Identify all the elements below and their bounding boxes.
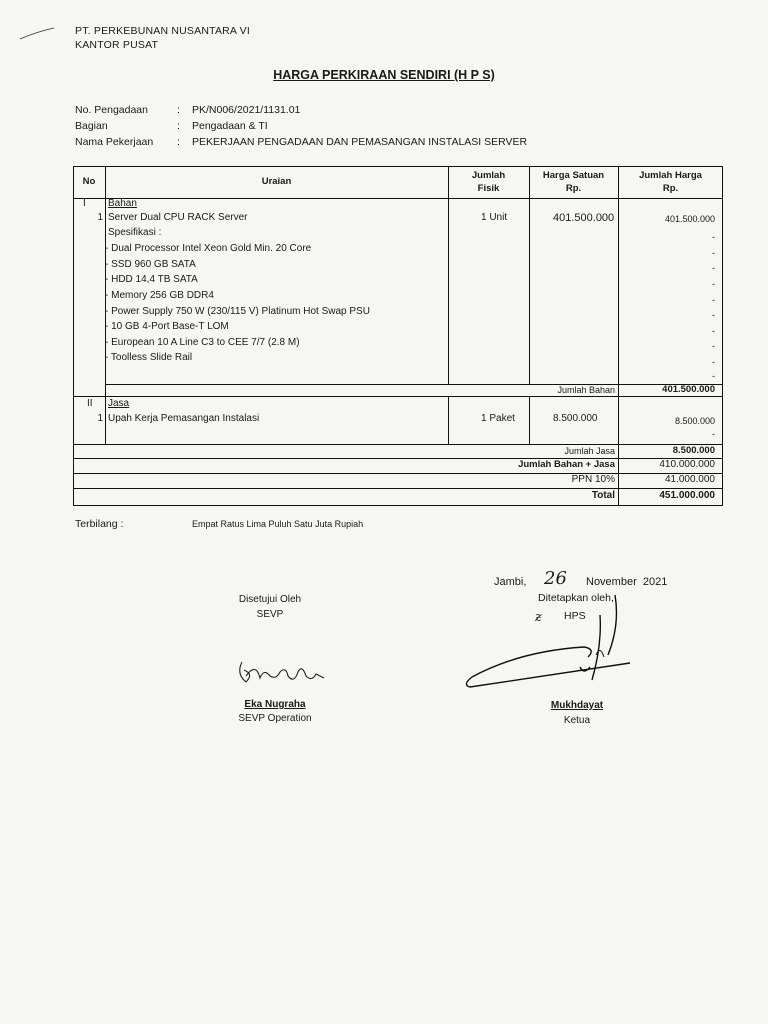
sign-month-year: November 2021: [586, 576, 668, 588]
section-label: Jasa: [108, 398, 130, 409]
subtotal-bahan-label: Jumlah Bahan: [557, 385, 615, 395]
company-header: [75, 24, 250, 52]
total-value: 451.000.000: [659, 490, 715, 501]
col-uraian-header: Uraian: [261, 176, 292, 187]
col-no-header: No: [82, 176, 96, 187]
spec-item: - Toolless Slide Rail: [105, 352, 193, 363]
empty-dash: -: [712, 326, 715, 336]
item-qty: 1 Unit: [481, 212, 508, 223]
approved-by-label: Disetujui Oleh: [238, 594, 302, 605]
spec-item: - SSD 960 GB SATA: [105, 259, 196, 270]
empty-dash: -: [712, 248, 715, 258]
empty-dash: -: [712, 429, 715, 439]
meta-block: No. Pengadaan : PK/N006/2021/1131.01 Bagian : Pengadaan & TI Nama Pekerjaan : PEKERJAAN PENGADAAN DAN PEMASANGAN INSTALASI SERVER: [75, 104, 528, 148]
spec-title: Spesifikasi :: [108, 227, 162, 238]
item-no: 1: [97, 212, 103, 223]
item-name: Upah Kerja Pemasangan Instalasi: [108, 413, 260, 424]
col-satuan-header: Harga Satuan Rp.: [542, 170, 605, 194]
empty-dash: -: [712, 310, 715, 320]
terbilang-label: Terbilang :: [75, 518, 124, 530]
item-name: Server Dual CPU RACK Server: [108, 212, 248, 223]
pen-mark: [18, 26, 58, 42]
subtotal-jasa-label: Jumlah Jasa: [564, 446, 615, 456]
spec-item: - Power Supply 750 W (230/115 V) Platinum Hot Swap PSU: [105, 306, 370, 317]
ppn-label: PPN 10%: [571, 474, 615, 485]
spec-item: - Dual Processor Intel Xeon Gold Min. 20 Core: [105, 243, 312, 254]
spec-item: - European 10 A Line C3 to CEE 7/7 (2.8 M): [105, 337, 300, 348]
empty-dash: -: [712, 279, 715, 289]
approver-position: SEVP Operation: [238, 713, 312, 724]
total-label: Total: [591, 490, 615, 501]
determiner-name: Mukhdayat: [550, 700, 604, 711]
section-no: I: [83, 198, 86, 209]
terbilang-value: Empat Ratus Lima Puluh Satu Juta Rupiah: [192, 519, 364, 529]
approver-block: [220, 592, 320, 622]
hps-table: [73, 166, 723, 506]
empty-dash: -: [712, 357, 715, 367]
spec-item: - HDD 14,4 TB SATA: [105, 274, 198, 285]
signature-eka: [232, 654, 332, 690]
empty-dash: -: [712, 263, 715, 273]
office-name: KANTOR PUSAT: [75, 39, 159, 51]
spec-item: - 10 GB 4-Port Base-T LOM: [105, 321, 229, 332]
subtotal-all-value: 410.000.000: [659, 459, 715, 470]
section-no: II: [87, 398, 93, 409]
approver-name-block: [220, 698, 330, 726]
col-harga-header: Jumlah Harga Rp.: [639, 170, 702, 194]
document-title: HARGA PERKIRAAN SENDIRI (H P S): [273, 68, 495, 82]
subtotal-jasa-value: 8.500.000: [672, 445, 715, 456]
section-label: Bahan: [108, 198, 137, 209]
determiner-name-block: [536, 698, 618, 728]
determined-by-label: Ditetapkan oleh,: [538, 592, 614, 604]
item-unit-price: 401.500.000: [553, 212, 615, 224]
approver-name: Eka Nugraha: [244, 699, 306, 710]
item-total: 8.500.000: [674, 416, 715, 426]
subtotal-all-label: Jumlah Bahan + Jasa: [518, 459, 615, 470]
empty-dash: -: [712, 341, 715, 351]
spec-item: - Memory 256 GB DDR4: [105, 290, 214, 301]
company-name: PT. PERKEBUNAN NUSANTARA VI: [75, 25, 250, 37]
empty-dash: -: [712, 232, 715, 242]
ppn-value: 41.000.000: [664, 474, 715, 485]
hps-label: HPS: [564, 610, 586, 622]
handwritten-mark: ƶ: [535, 610, 542, 625]
item-qty: 1 Paket: [481, 413, 515, 424]
empty-dash: -: [712, 371, 715, 381]
item-no: 1: [97, 413, 103, 424]
signature-mukhdayat: [460, 585, 640, 705]
item-total: 401.500.000: [664, 214, 715, 224]
approver-role: SEVP: [256, 609, 284, 620]
place: Jambi,: [494, 576, 527, 588]
determiner-position: Ketua: [563, 715, 591, 726]
sign-day: 26: [544, 568, 567, 589]
subtotal-bahan-value: 401.500.000: [662, 384, 715, 395]
empty-dash: -: [712, 295, 715, 305]
col-fisik-header: Jumlah Fisik: [471, 170, 506, 194]
item-unit-price: 8.500.000: [553, 413, 598, 424]
